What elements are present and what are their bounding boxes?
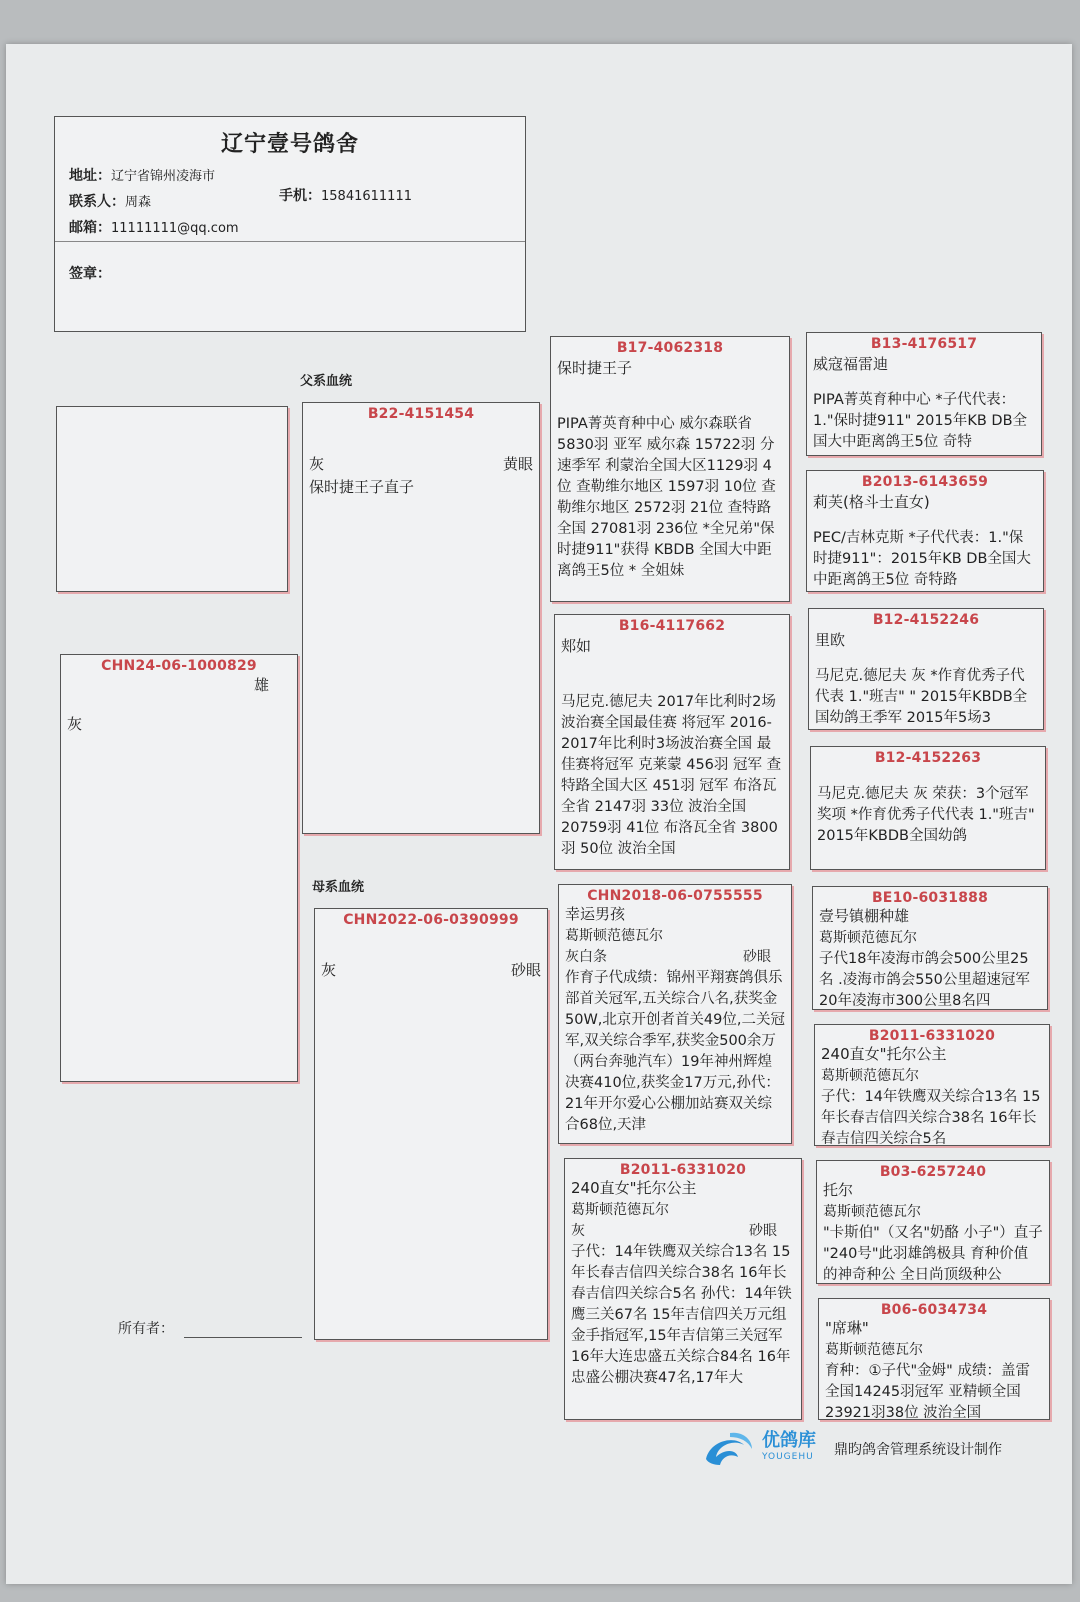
dd-ring: B2011-6331020 xyxy=(619,1162,747,1178)
dds-name: 托尔 xyxy=(823,1181,854,1199)
maternal-label: 母系血统 xyxy=(312,880,365,895)
paternal-label: 父系血统 xyxy=(300,374,353,389)
logo-text: 优鸽库 xyxy=(762,1430,816,1451)
sdd-ring: B12-4152263 xyxy=(874,750,982,766)
address-line: 地址：辽宁省锦州凌海市 xyxy=(69,168,216,184)
phone-line: 手机：15841611111 xyxy=(279,188,412,204)
ds-notes: 作育子代成绩：锦州平翔赛鸽俱乐部首关冠军,五关综合八名,获奖金50W,北京开创者首关49位,二关冠军,双关综合季军,获奖金500余万（两台奔驰汽车）19年神州辉煌决赛410位,获奖金17万元,孙代：21年开尔爱心公棚加站赛双关综合68位,天津 xyxy=(565,970,785,1133)
dsd-breeder: 葛斯顿范德瓦尔 xyxy=(821,1068,919,1084)
dd-breeder: 葛斯顿范德瓦尔 xyxy=(571,1202,669,1218)
ssd-name: 莉芙(格斗士直女) xyxy=(813,493,930,511)
sd-notes: 马尼克.德尼夫 2017年比利时2场波治赛全国最佳赛 将冠军 2016-2017年比利时3场波治赛全国 最佳赛将冠军 克莱蒙 456羽 冠军 查特路全国大区 451羽 冠军 布洛瓦全省 2147羽 33位 波治全国 20759羽 41位 布洛瓦全省 3800羽 50位 波治全国 xyxy=(561,694,782,857)
dss-box xyxy=(812,886,1048,1010)
dam-eye: 砂眼 xyxy=(510,961,541,979)
contact-value: 周森 xyxy=(125,195,152,210)
ssd-notes: PEC/吉林克斯 *子代代表：1."保时捷911"：2015年KB DB全国大中距离鸽王5位 奇特路 xyxy=(813,530,1031,588)
ds-breeder: 葛斯顿范德瓦尔 xyxy=(565,928,663,944)
subject-ring: CHN24-06-1000829 xyxy=(101,658,257,674)
dam-color: 灰 xyxy=(321,961,337,979)
ds-name: 幸运男孩 xyxy=(565,905,626,923)
brand-footer xyxy=(700,1427,1060,1471)
dam-box xyxy=(314,908,548,1340)
ssd-ring: B2013-6143659 xyxy=(861,474,989,490)
ds-box xyxy=(558,884,792,1144)
loft-info-box xyxy=(54,116,526,332)
phone-value: 15841611111 xyxy=(321,189,412,204)
ddd-breeder: 葛斯顿范德瓦尔 xyxy=(825,1342,923,1358)
dds-box xyxy=(816,1160,1050,1284)
dds-breeder: 葛斯顿范德瓦尔 xyxy=(823,1204,921,1220)
info-divider xyxy=(55,241,525,242)
ss-ring: B17-4062318 xyxy=(616,340,724,356)
logo-sub: YOUGEHU xyxy=(762,1452,814,1462)
sire-name: 保时捷王子直子 xyxy=(309,478,415,496)
dd-color-eye xyxy=(565,1221,801,1242)
email-value: 11111111@qq.com xyxy=(111,221,239,236)
swirl-logo-icon xyxy=(700,1429,756,1469)
dss-ring: BE10-6031888 xyxy=(871,890,989,906)
sss-box xyxy=(806,332,1042,456)
dss-breeder: 葛斯顿范德瓦尔 xyxy=(819,930,917,946)
sdd-notes: 马尼克.德尼夫 灰 荣获：3个冠军奖项 *作育优秀子代代表 1."班吉" 2015年KBDB全国幼鸽 xyxy=(817,786,1035,844)
sds-notes: 马尼克.德尼夫 灰 *作育优秀子代代表 1."班吉" " 2015年KBDB全国幼鸽王季军 2015年5场3 xyxy=(815,668,1028,726)
sd-box xyxy=(554,614,790,870)
sss-name: 威寇福雷迪 xyxy=(813,355,889,373)
owner-line xyxy=(118,1318,302,1338)
sire-color: 灰 xyxy=(309,455,325,473)
ds-color-eye xyxy=(559,947,791,968)
subject-color: 灰 xyxy=(67,715,83,733)
ddd-notes: 育种：①子代"金姆" 成绩：盖雷全国14245羽冠军 亚精顿全国23921羽38位 波治全国 xyxy=(825,1363,1030,1420)
dsd-notes: 子代：14年铁鹰双关综合13名 15年长春吉信四关综合38名 16年长春吉信四关综合5名 xyxy=(821,1089,1041,1146)
dd-color: 灰 xyxy=(571,1223,585,1239)
logo-text-group xyxy=(762,1430,816,1465)
loft-title: 辽宁壹号鸽舍 xyxy=(220,132,359,157)
subject-box xyxy=(60,654,298,1082)
sds-ring: B12-4152246 xyxy=(872,612,980,628)
sss-ring: B13-4176517 xyxy=(870,336,978,352)
owner-label: 所有者： xyxy=(118,1321,174,1337)
address-value: 辽宁省锦州凌海市 xyxy=(111,169,216,184)
sd-name: 郏如 xyxy=(561,637,592,655)
dd-eye: 砂眼 xyxy=(749,1223,777,1239)
owner-blank xyxy=(184,1337,302,1338)
sire-box xyxy=(302,402,540,834)
ds-eye: 砂眼 xyxy=(743,949,771,965)
dsd-ring: B2011-6331020 xyxy=(868,1028,996,1044)
ss-notes: PIPA菁英育种中心 威尔森联省5830羽 亚军 威尔森 15722羽 分速季军 利蒙治全国大区1129羽 4位 查勒维尔地区 1597羽 10位 查勒维尔地区 2572羽 21位 查特路全国 27081羽 236位 *全兄弟"保时捷911"获得 KBDB 全国大中距离鸽王5位 * 全姐妹 xyxy=(557,416,776,579)
photo-box xyxy=(56,406,288,592)
ddd-box xyxy=(818,1298,1050,1420)
sire-ring: B22-4151454 xyxy=(367,406,475,422)
dsd-box xyxy=(814,1024,1050,1146)
dss-name: 壹号镇棚种雄 xyxy=(819,907,910,925)
dds-notes: "卡斯伯"（又名"奶酪 小子"）直子 "240号"此羽雄鸽极具 育种价值 的神奇种公 全日尚顶级种公 xyxy=(823,1225,1043,1283)
sd-ring: B16-4117662 xyxy=(618,618,726,634)
sss-notes: PIPA菁英育种中心 *子代代表：1."保时捷911" 2015年KB DB全国大中距离鸽王5位 奇特 xyxy=(813,392,1028,450)
dsd-name: 240直女"托尔公主 xyxy=(821,1045,947,1063)
ddd-name: "席琳" xyxy=(825,1319,869,1337)
stamp-label: 签章： xyxy=(69,266,111,282)
ss-box xyxy=(550,336,790,602)
ss-name: 保时捷王子 xyxy=(557,359,633,377)
sds-box xyxy=(808,608,1044,730)
dd-box xyxy=(564,1158,802,1420)
ddd-ring: B06-6034734 xyxy=(880,1302,988,1318)
dam-ring: CHN2022-06-0390999 xyxy=(343,912,519,928)
dam-color-eye xyxy=(315,960,547,981)
dd-name: 240直女"托尔公主 xyxy=(571,1179,697,1197)
ds-color: 灰白条 xyxy=(565,949,607,965)
sdd-name xyxy=(811,766,1045,770)
email-line: 邮箱：11111111@qq.com xyxy=(69,220,239,236)
sire-color-eye xyxy=(303,454,539,475)
brand-tagline: 鼎昀鸽舍管理系统设计制作 xyxy=(834,1442,1002,1458)
sire-eye: 黄眼 xyxy=(502,455,533,473)
sds-name: 里欧 xyxy=(815,631,846,649)
contact-line: 联系人：周森 xyxy=(69,194,152,210)
dss-notes: 子代18年凌海市鸽会500公里25名 .凌海市鸽会550公里超速冠军 20年凌海市300公里8名四 xyxy=(819,951,1030,1009)
dds-ring: B03-6257240 xyxy=(879,1164,987,1180)
dd-notes: 子代：14年铁鹰双关综合13名 15年长春吉信四关综合38名 16年长春吉信四关综合5名 孙代：14年铁鹰三关67名 15年吉信四关万元组金手指冠军,15年吉信第三关冠军 16年大连忠盛五关综合84名 16年忠盛公棚决赛47名,17年大 xyxy=(571,1244,792,1386)
ssd-box xyxy=(806,470,1044,592)
sdd-box xyxy=(810,746,1046,870)
ds-ring: CHN2018-06-0755555 xyxy=(587,888,763,904)
subject-sex: 雄 xyxy=(253,676,269,694)
